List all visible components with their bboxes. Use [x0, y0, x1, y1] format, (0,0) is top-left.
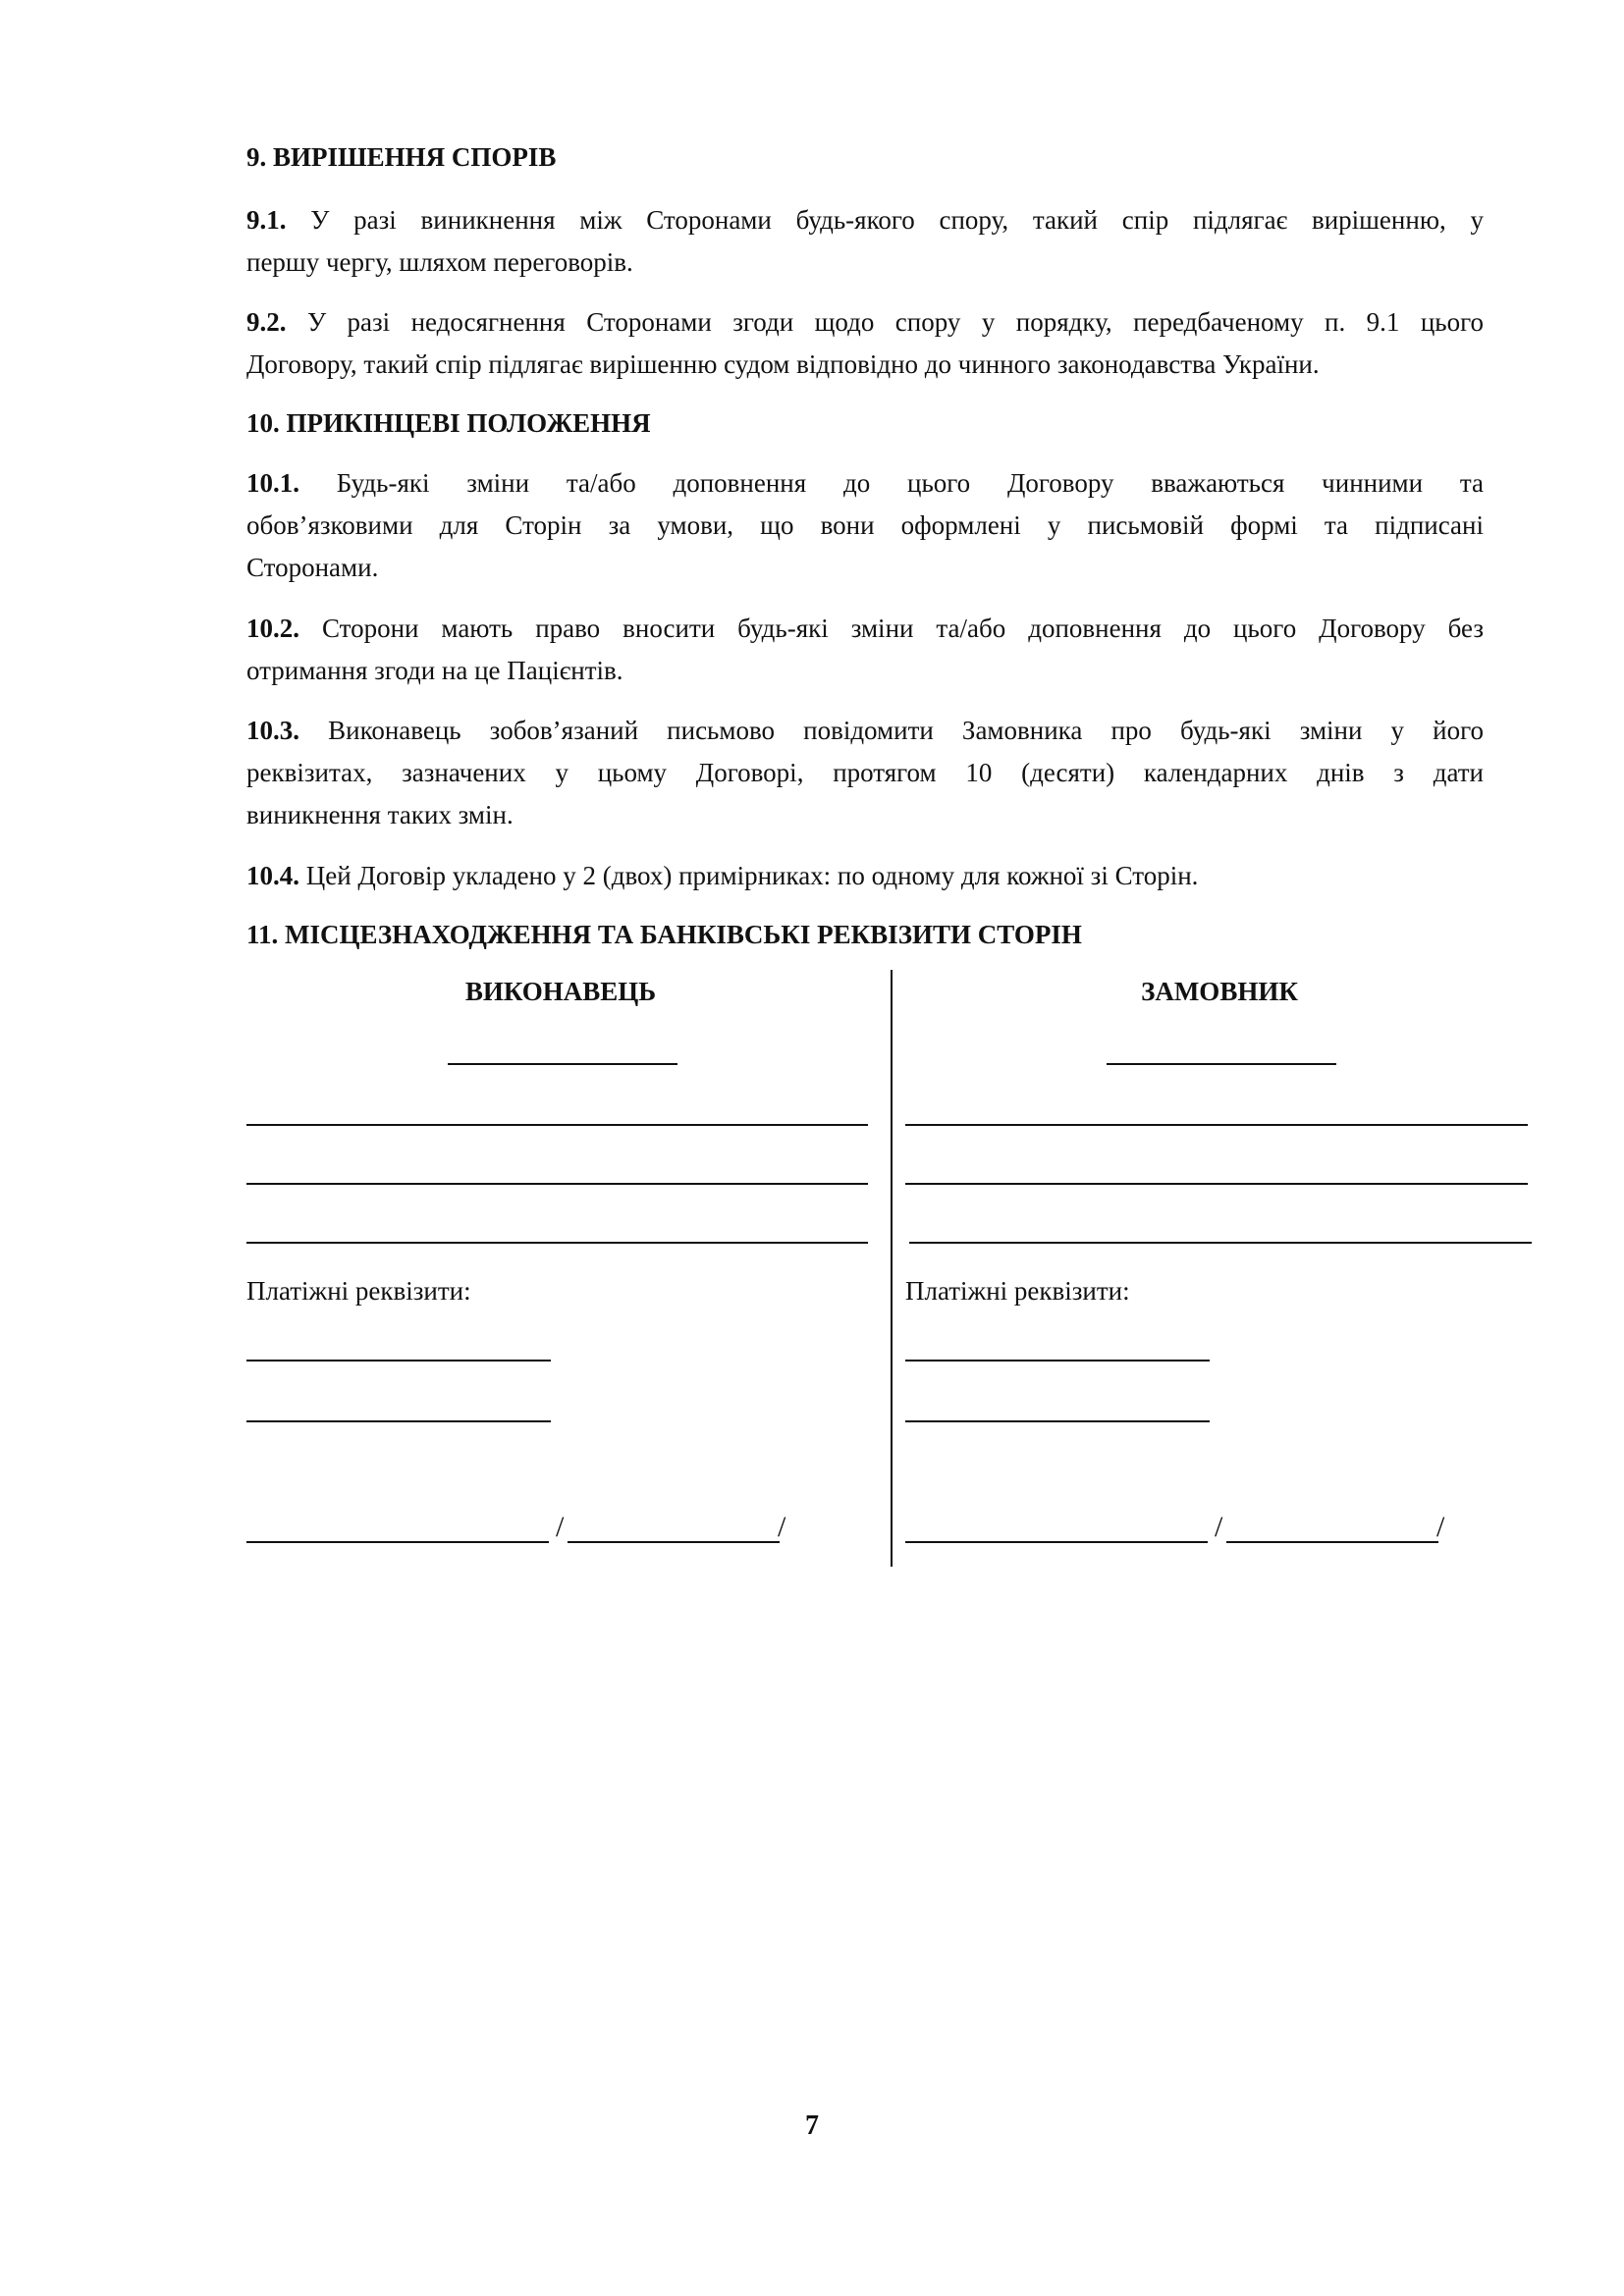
customer-address-line-2[interactable] [905, 1183, 1528, 1185]
customer-name-signature-line[interactable] [1226, 1541, 1438, 1543]
customer-address-line-3[interactable] [909, 1242, 1532, 1244]
clause-10-2 [246, 608, 1484, 692]
clause-9-2 [246, 301, 1484, 386]
contractor-name-line[interactable] [448, 1063, 677, 1065]
contractor-signature-line[interactable] [246, 1541, 549, 1543]
section-9-heading: 9. ВИРІШЕННЯ СПОРІВ [246, 142, 557, 172]
clause-9-2-line-2: Договору, такий спір підлягає вирішенню судом відповідно до чинного законодавства України. [246, 349, 1320, 379]
contractor-address-line-3[interactable] [246, 1242, 868, 1244]
customer-address-line-1[interactable] [905, 1124, 1528, 1126]
customer-signature-line[interactable] [905, 1541, 1208, 1543]
clause-10-1-line-1 [246, 462, 1484, 505]
clause-text: Сторони мають право вносити будь-які зміни та/або доповнення до цього Договору без [321, 614, 1485, 643]
contractor-address-line-1[interactable] [246, 1124, 868, 1126]
clause-10-3-line-3: виникнення таких змін. [246, 800, 514, 829]
contractor-slash-close: / [778, 1511, 786, 1543]
contractor-title: ВИКОНАВЕЦЬ [464, 977, 657, 1006]
contractor-address-line-2[interactable] [246, 1183, 868, 1185]
clause-9-1-line-1 [246, 199, 1484, 241]
customer-payment-line-1[interactable] [905, 1360, 1210, 1362]
clause-10-1-line-2: обов’язковими для Сторін за умови, що вони оформлені у письмовій формі та підписані [246, 510, 1484, 540]
contractor-slash-open: / [556, 1511, 565, 1543]
clause-text: Виконавець зобов’язаний письмово повідомити Замовника про будь-які зміни у його [328, 716, 1485, 745]
page-number: 7 [805, 2110, 819, 2141]
clause-number: 10.4. [246, 861, 299, 890]
clause-10-4-line-1 [246, 855, 1484, 897]
clause-number: 10.1. [246, 468, 299, 498]
section-10-heading: 10. ПРИКІНЦЕВІ ПОЛОЖЕННЯ [246, 408, 651, 438]
customer-slash-close: / [1436, 1511, 1445, 1543]
clause-10-1 [246, 462, 1484, 589]
contractor-payment-line-2[interactable] [246, 1420, 551, 1422]
contractor-name-signature-line[interactable] [568, 1541, 780, 1543]
contractor-payment-label: Платіжні реквізити: [246, 1276, 471, 1306]
clause-9-2-line-1 [246, 301, 1484, 344]
clause-10-3-line-1 [246, 710, 1484, 752]
clause-9-1-line-2: першу чергу, шляхом переговорів. [246, 247, 633, 277]
customer-name-line[interactable] [1107, 1063, 1336, 1065]
customer-payment-line-2[interactable] [905, 1420, 1210, 1422]
clause-text: У разі виникнення між Сторонами будь-якого спору, такий спір підлягає вирішенню, у [310, 205, 1484, 235]
clause-text: У разі недосягнення Сторонами згоди щодо спору у порядку, передбаченому п. 9.1 цього [306, 307, 1485, 337]
contractor-payment-line-1[interactable] [246, 1360, 551, 1362]
clause-10-4 [246, 855, 1484, 897]
clause-9-1 [246, 199, 1484, 284]
clause-text: Будь-які зміни та/або доповнення до цього Договору вважаються чинними та [336, 468, 1484, 498]
clause-10-2-line-2: отримання згоди на це Пацієнтів. [246, 656, 623, 685]
clause-number: 9.1. [246, 205, 287, 235]
clause-10-3-line-2: реквізитах, зазначених у цьому Договорі, протягом 10 (десяти) календарних днів з дати [246, 758, 1484, 787]
clause-text: Цей Договір укладено у 2 (двох) примірниках: по одному для кожної зі Сторін. [305, 861, 1199, 890]
customer-slash-open: / [1215, 1511, 1223, 1543]
clause-number: 10.3. [246, 716, 299, 745]
customer-payment-label: Платіжні реквізити: [905, 1276, 1130, 1306]
clause-10-3 [246, 710, 1484, 836]
section-11-heading: 11. МІСЦЕЗНАХОДЖЕННЯ ТА БАНКІВСЬКІ РЕКВІЗИТИ СТОРІН [246, 920, 1082, 949]
clause-10-2-line-1 [246, 608, 1484, 650]
clause-number: 9.2. [246, 307, 287, 337]
customer-title: ЗАМОВНИК [1141, 977, 1298, 1006]
clause-10-1-line-3: Сторонами. [246, 553, 379, 582]
column-divider [891, 970, 893, 1567]
clause-number: 10.2. [246, 614, 299, 643]
